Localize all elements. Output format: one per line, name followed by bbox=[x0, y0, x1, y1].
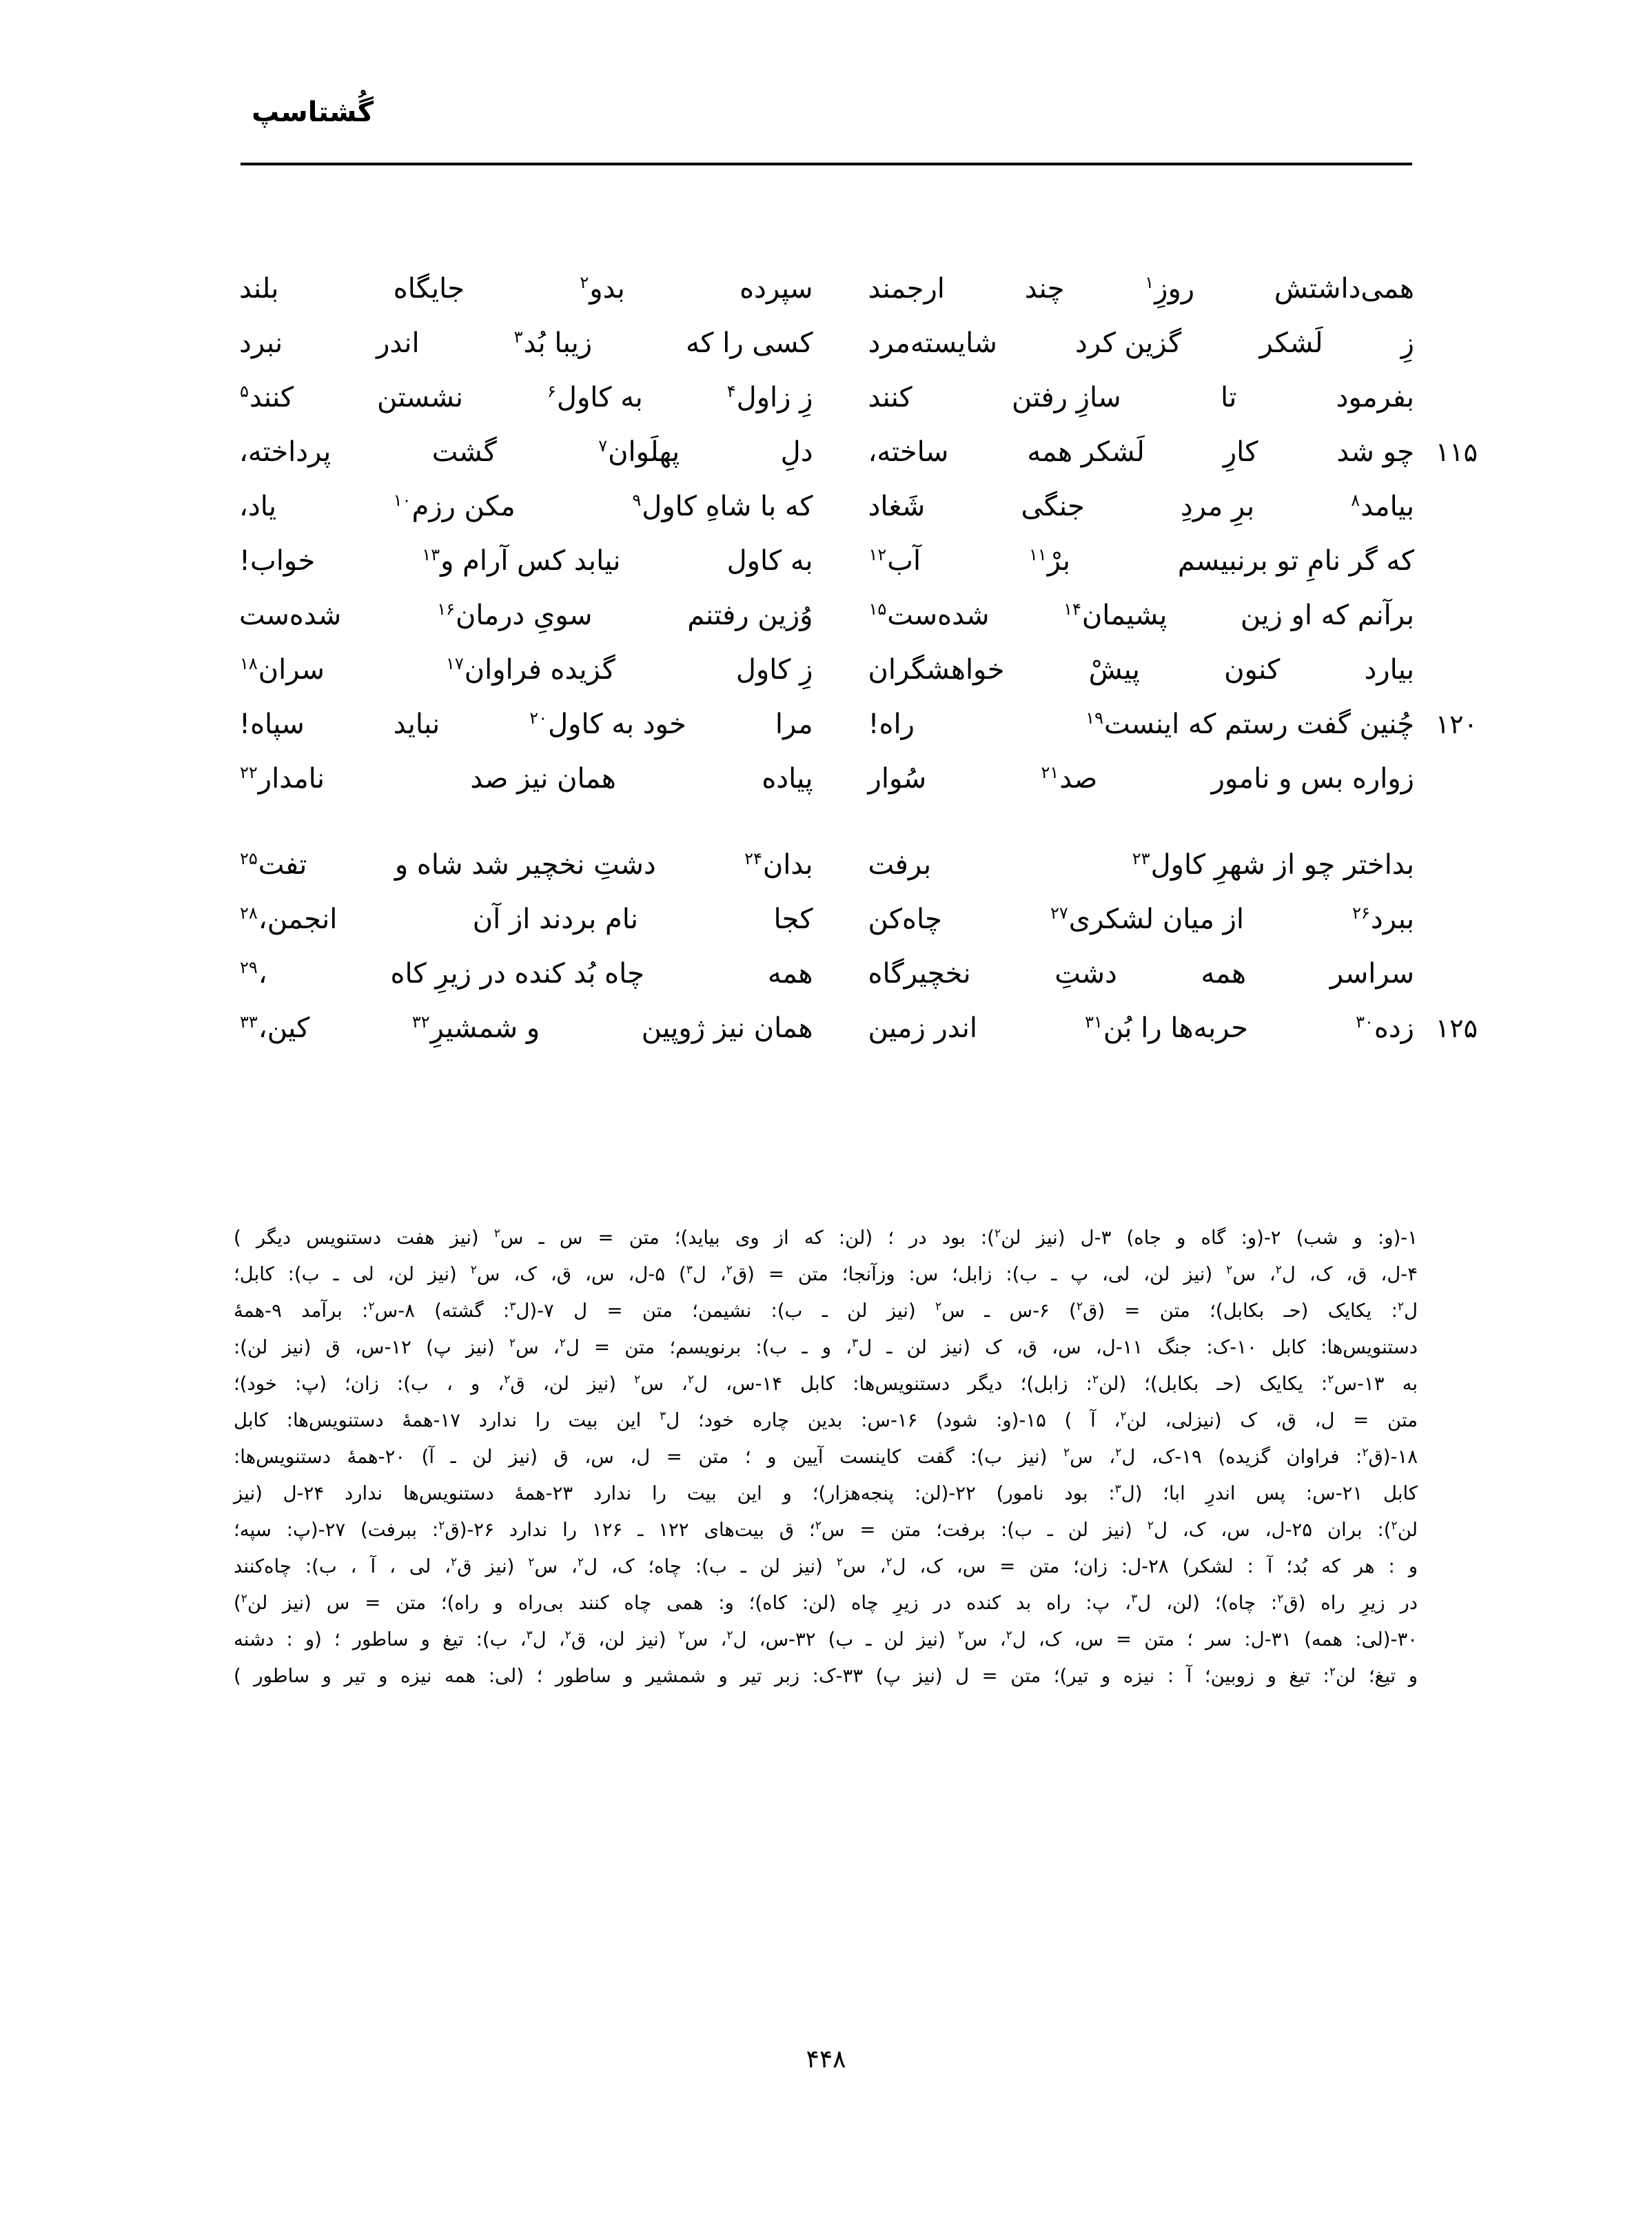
hemistich-segment: ببرد$^{۲۶}$ bbox=[1352, 903, 1414, 935]
verse-number: ۱۲۰ bbox=[1435, 709, 1478, 739]
verse-line bbox=[239, 643, 1414, 697]
hemistich-segment: شده‌ست bbox=[239, 600, 342, 631]
hemistich-right bbox=[827, 752, 1415, 806]
hemistich-segment: تفت$^{۲۵}$ bbox=[240, 848, 307, 881]
hemistich-segment: بیارد bbox=[1364, 654, 1414, 686]
hemistich-segment: روزِ$^۱$ bbox=[1145, 272, 1195, 305]
apparatus-line: ۱۸-(ق$^۲$: فراوان گزیده) ۱۹-ک، ل$^۲$، س$^۲$ (نیز ب): گفت کاینست آیین و ؛ متن = ل، س، ق (نیز لن ـ آ) ۲۰-همهٔ دستنویس‌ها: bbox=[234, 1445, 1418, 1468]
hemistich-segment: کارِ bbox=[1223, 436, 1258, 468]
apparatus-line: و : هر که بُد؛ آ : لشکر) ۲۸-ل: زان؛ متن = س، ک، ل$^۲$، س$^۲$ (نیز لن ـ ب): چاه؛ ک، ل$^۲$، س$^۲$ (نیز ق$^۲$، لی ، آ ، ب): چاه‌کنند bbox=[234, 1555, 1418, 1577]
hemistich-segment: کجا bbox=[773, 903, 813, 935]
hemistich-segment: سویِ درمان$^{۱۶}$ bbox=[437, 599, 593, 631]
verse-number: ۱۲۵ bbox=[1435, 1013, 1478, 1043]
hemistich-segment: دشتِ نخچیر شد شاه و bbox=[394, 849, 656, 881]
hemistich-left bbox=[239, 480, 827, 534]
hemistich-segment: پیشْ bbox=[1088, 654, 1140, 686]
critical-apparatus bbox=[234, 1220, 1418, 1695]
hemistich-segment: برآنم که او زین bbox=[1240, 600, 1414, 631]
hemistich-right bbox=[827, 838, 1415, 892]
verse-body bbox=[239, 262, 1478, 1087]
stanza bbox=[239, 838, 1478, 1056]
hemistich-segment: به کاول$^۶$ bbox=[547, 381, 643, 413]
hemistich-segment: کسی را که bbox=[686, 327, 813, 359]
hemistich-segment: یاد، bbox=[239, 491, 277, 522]
hemistich-segment: سپرده bbox=[740, 273, 813, 305]
hemistich-segment: پیاده bbox=[762, 763, 813, 795]
apparatus-line: ۴-ل، ق، ک، ل$^۲$، س$^۲$ (نیز لن، لی، پ ـ ب): زابل؛ س: وزآنجا؛ متن = (ق$^۲$، ل$^۳$) ۵-ل، س، ق، ک، س$^۲$ (نیز لن، لی ـ ب): کابل؛ bbox=[234, 1262, 1418, 1285]
verse-line bbox=[239, 589, 1414, 643]
verse-line bbox=[239, 262, 1414, 316]
hemistich-segment: گزین کرد bbox=[1075, 327, 1182, 359]
hemistich-segment: خود به کاول$^{۲۰}$ bbox=[529, 708, 686, 740]
hemistich-right bbox=[827, 697, 1478, 752]
header-rule bbox=[241, 163, 1412, 165]
hemistich-segment: نشستن bbox=[377, 382, 464, 413]
hemistich-segment: آب$^{۱۲}$ bbox=[868, 544, 921, 577]
verse-line bbox=[239, 534, 1414, 589]
hemistich-left bbox=[239, 643, 827, 697]
hemistich-segment: اندر bbox=[376, 327, 420, 359]
hemistich-segment: زده$^{۳۰}$ bbox=[1356, 1012, 1414, 1044]
verse-line bbox=[239, 1001, 1478, 1056]
hemistich-segment: خواب! bbox=[239, 545, 316, 577]
hemistich-segment: پشیمان$^{۱۴}$ bbox=[1063, 599, 1167, 631]
hemistich-segment: که گر نامِ تو برنبیسم bbox=[1177, 545, 1414, 577]
hemistich-segment: سازِ رفتن bbox=[1012, 382, 1121, 413]
hemistich-segment: از میان لشکری$^{۲۷}$ bbox=[1050, 903, 1245, 935]
hemistich-left bbox=[239, 425, 827, 480]
hemistich-segment: جایگاه bbox=[393, 273, 465, 305]
hemistich-segment: که با شاهِ کاول$^۹$ bbox=[632, 490, 813, 522]
hemistich-segment: سراسر bbox=[1329, 958, 1414, 990]
hemistich-left bbox=[239, 534, 827, 589]
hemistich-segment: ،$^{۲۹}$ bbox=[240, 957, 267, 990]
hemistich-right bbox=[827, 589, 1415, 643]
hemistich-segment: ساخته، bbox=[868, 436, 949, 468]
hemistich-segment: نامدار$^{۲۲}$ bbox=[240, 762, 325, 795]
hemistich-left bbox=[239, 316, 827, 371]
hemistich-segment: بداختر چو از شهرِ کاول$^{۲۳}$ bbox=[1132, 848, 1414, 881]
hemistich-segment: چو شد bbox=[1336, 436, 1414, 468]
hemistich-right bbox=[827, 425, 1478, 480]
verse-number: ۱۱۵ bbox=[1435, 437, 1478, 467]
hemistich-segment: حربه‌ها را بُن$^{۳۱}$ bbox=[1085, 1012, 1249, 1044]
hemistich-left bbox=[239, 892, 827, 947]
hemistich-segment: دشتِ bbox=[1054, 958, 1117, 990]
hemistich-segment: نیابد کس آرام و$^{۱۳}$ bbox=[422, 544, 621, 577]
hemistich-right bbox=[827, 534, 1415, 589]
hemistich-segment: مرا bbox=[775, 708, 813, 740]
hemistich-segment: سُوار bbox=[868, 763, 927, 795]
hemistich-left bbox=[239, 947, 827, 1001]
hemistich-right bbox=[827, 316, 1415, 371]
hemistich-segment: زِ زاول$^۴$ bbox=[726, 381, 813, 413]
hemistich-segment: لَشکر همه bbox=[1027, 436, 1145, 468]
hemistich-segment: انجمن،$^{۲۸}$ bbox=[240, 903, 338, 935]
hemistich-segment: به کاول bbox=[726, 545, 813, 577]
hemistich-right bbox=[827, 892, 1415, 947]
hemistich-left bbox=[239, 262, 827, 316]
hemistich-segment: پهلَوان$^۷$ bbox=[598, 436, 680, 468]
hemistich-segment: بفرمود bbox=[1336, 382, 1414, 413]
hemistich-segment: شایسته‌مرد bbox=[868, 327, 997, 359]
hemistich-segment: چند bbox=[1024, 273, 1065, 305]
verse-line bbox=[239, 480, 1414, 534]
apparatus-line: دستنویس‌ها: کابل ۱۰-ک: جنگ ۱۱-ل، س، ق، ک (نیز لن ـ ل$^۳$، و ـ ب): برنویسم؛ متن = ل$^۲$، س$^۲$ (نیز پ) ۱۲-س، ق (نیز لن): bbox=[234, 1336, 1418, 1358]
running-head-title: گُشتاسپ bbox=[252, 96, 374, 128]
verse-line bbox=[239, 316, 1414, 371]
hemistich-left bbox=[239, 697, 827, 752]
hemistich-segment: شَغاد bbox=[868, 491, 926, 522]
hemistich-segment: همه bbox=[767, 958, 813, 990]
apparatus-line: متن = ل، ق، ک (نیزلی، لن$^۲$، آ ) ۱۵-(و: شود) ۱۶-س: بدین چاره خود؛ ل$^۳$ این بیت را ندارد ۱۷-همهٔ دستنویس‌ها: کابل bbox=[234, 1409, 1418, 1431]
hemistich-left bbox=[239, 371, 827, 425]
hemistich-segment: بلند bbox=[239, 273, 279, 305]
folio-number: ۴۴۸ bbox=[806, 2045, 846, 2074]
hemistich-segment: وُزین رفتنم bbox=[687, 600, 813, 631]
hemistich-segment: کنون bbox=[1224, 654, 1281, 686]
verse-line bbox=[239, 892, 1414, 947]
hemistich-segment: نخچیرگاه bbox=[868, 958, 971, 990]
apparatus-line: ل$^۲$: یکایک (حـ بکابل)؛ متن = (ق$^۲$) ۶-س ـ س$^۲$ (نیز لن ـ ب): نشیمن؛ متن = ل ۷-(ل$^۳$: گشته) ۸-س$^۲$: برآمد ۹-همهٔ bbox=[234, 1299, 1418, 1322]
hemistich-left bbox=[239, 589, 827, 643]
hemistich-segment: زِ کاول bbox=[735, 654, 813, 686]
hemistich-right bbox=[827, 371, 1415, 425]
hemistich-segment: چُنین گفت رستم که اینست$^{۱۹}$ bbox=[1085, 708, 1414, 740]
hemistich-segment: کنند$^۵$ bbox=[240, 381, 294, 413]
hemistich-right bbox=[827, 480, 1415, 534]
apparatus-line: ۳۰-(لی: همه) ۳۱-ل: سر ؛ متن = س، ک، ل$^۲$، س$^۲$ (نیز لن ـ ب) ۳۲-س، ل$^۲$، س$^۲$ (نیز لن، ق$^۲$، ل$^۳$، ب): تیغ و ساطور ؛ (و : دشنه bbox=[234, 1628, 1418, 1650]
hemistich-segment: خواهشگران bbox=[868, 654, 1005, 686]
hemistich-segment: پرداخته، bbox=[239, 436, 332, 468]
hemistich-left bbox=[239, 838, 827, 892]
hemistich-segment: برِ مردِ bbox=[1180, 491, 1255, 522]
verse-line bbox=[239, 697, 1478, 752]
hemistich-segment: چاه‌کن bbox=[868, 903, 942, 935]
hemistich-segment: دلِ bbox=[780, 436, 813, 468]
hemistich-segment: بدان$^{۲۴}$ bbox=[744, 848, 813, 881]
hemistich-segment: زیبا بُد$^۳$ bbox=[513, 327, 593, 359]
hemistich-segment: بدو$^۲$ bbox=[580, 272, 625, 305]
apparatus-line: به ۱۳-س$^۲$: یکایک (حـ بکابل)؛ (لن$^۲$: زابل)؛ دیگر دستنویس‌ها: کابل ۱۴-س، ل$^۲$، س$^۲$ (نیز لن، ق$^۲$، و ، ب): زان؛ (پ: خود)؛ bbox=[234, 1372, 1418, 1395]
hemistich-segment: همان نیز ژوپین bbox=[641, 1012, 813, 1044]
apparatus-line: کابل ۲۱-س: پس اندرِ ابا؛ (ل$^۳$: بود نامور) ۲۲-(لن: پنجه‌هزار)؛ و این بیت را ندارد ۲۳-همهٔ دستنویس‌ها ندارد ۲۴-ل (نیز bbox=[234, 1482, 1418, 1504]
hemistich-segment: سپاه! bbox=[239, 708, 305, 740]
apparatus-line: در زیرِ راه (ق$^۲$: چاه)؛ (لن، ل$^۳$، پ: راه بد کنده در زیرِ چاه (لن: کاه)؛ و: همی چاه کنند بی‌راه و راه)؛ متن = س (نیز لن$^۲$) bbox=[234, 1591, 1418, 1614]
hemistich-right bbox=[827, 1001, 1478, 1056]
hemistich-segment: گشت bbox=[431, 436, 497, 468]
hemistich-right bbox=[827, 262, 1415, 316]
verse-line bbox=[239, 371, 1414, 425]
hemistich-segment: صد$^{۲۱}$ bbox=[1041, 762, 1098, 795]
hemistich-segment: همه bbox=[1201, 958, 1247, 990]
hemistich-segment: راه! bbox=[868, 708, 915, 740]
hemistich-segment: زِ bbox=[1400, 327, 1414, 359]
hemistich-segment: جنگی bbox=[1021, 491, 1085, 522]
hemistich-segment: کنند bbox=[868, 382, 912, 413]
hemistich-segment: چاه بُد کنده در زیرِ کاه bbox=[390, 958, 645, 990]
verse-line bbox=[239, 425, 1478, 480]
hemistich-segment: همان نیز صد bbox=[470, 763, 616, 795]
apparatus-line: ۱-(و: و شب) ۲-(و: گاه و جاه) ۳-ل (نیز لن$^۲$): بود در ؛ (لن: که از وی بیاید)؛ متن = س ـ س$^۲$ (نیز هفت دستنویس دیگر ) bbox=[234, 1226, 1418, 1249]
hemistich-segment: زواره بس و نامور bbox=[1211, 763, 1414, 795]
hemistich-segment: کین،$^{۳۳}$ bbox=[240, 1012, 310, 1044]
hemistich-segment: لَشکر bbox=[1259, 327, 1323, 359]
hemistich-left bbox=[239, 1001, 827, 1056]
hemistich-segment: و شمشیرِ$^{۳۲}$ bbox=[411, 1012, 540, 1044]
hemistich-right bbox=[827, 947, 1415, 1001]
apparatus-line: لن$^۲$): بران ۲۵-ل، س، ک، ل$^۲$ (نیز لن ـ ب): برفت؛ متن = س$^۲$؛ ق بیت‌های ۱۲۲ ـ ۱۲۶ را ندارد ۲۶-(ق$^۲$: ببرفت) ۲۷-(پ: سپه؛ bbox=[234, 1518, 1418, 1541]
hemistich-right bbox=[827, 643, 1415, 697]
hemistich-segment: نام بردند از آن bbox=[472, 903, 639, 935]
stanza bbox=[239, 262, 1478, 806]
verse-line bbox=[239, 838, 1414, 892]
hemistich-segment: گزیده فراوان$^{۱۷}$ bbox=[445, 653, 615, 686]
hemistich-segment: ارجمند bbox=[868, 273, 945, 305]
hemistich-segment: مکن رزم$^{۱۰}$ bbox=[393, 490, 516, 522]
apparatus-line: و تیغ؛ لن$^۲$: تیغ و زوبین؛ آ : نیزه و تیر)؛ متن = ل (نیز پ) ۳۳-ک: زبر تیر و شمشیر و ساطور ؛ (لی: همه نیزه و تیر و ساطور ) bbox=[234, 1664, 1418, 1687]
running-head bbox=[238, 96, 1414, 128]
hemistich-segment: برفت bbox=[868, 849, 932, 881]
verse-line bbox=[239, 752, 1414, 806]
hemistich-segment: تا bbox=[1221, 382, 1237, 413]
verse-line bbox=[239, 947, 1414, 1001]
hemistich-segment: نبرد bbox=[239, 327, 283, 359]
hemistich-segment: همی‌داشتش bbox=[1274, 273, 1414, 305]
hemistich-segment: سران$^{۱۸}$ bbox=[240, 653, 325, 686]
hemistich-segment: بیامد$^۸$ bbox=[1351, 490, 1414, 522]
hemistich-left bbox=[239, 752, 827, 806]
hemistich-segment: شده‌ست$^{۱۵}$ bbox=[868, 599, 990, 631]
hemistich-segment: برْ$^{۱۱}$ bbox=[1028, 544, 1070, 577]
hemistich-segment: اندر زمین bbox=[868, 1012, 978, 1044]
hemistich-segment: نباید bbox=[393, 708, 440, 740]
